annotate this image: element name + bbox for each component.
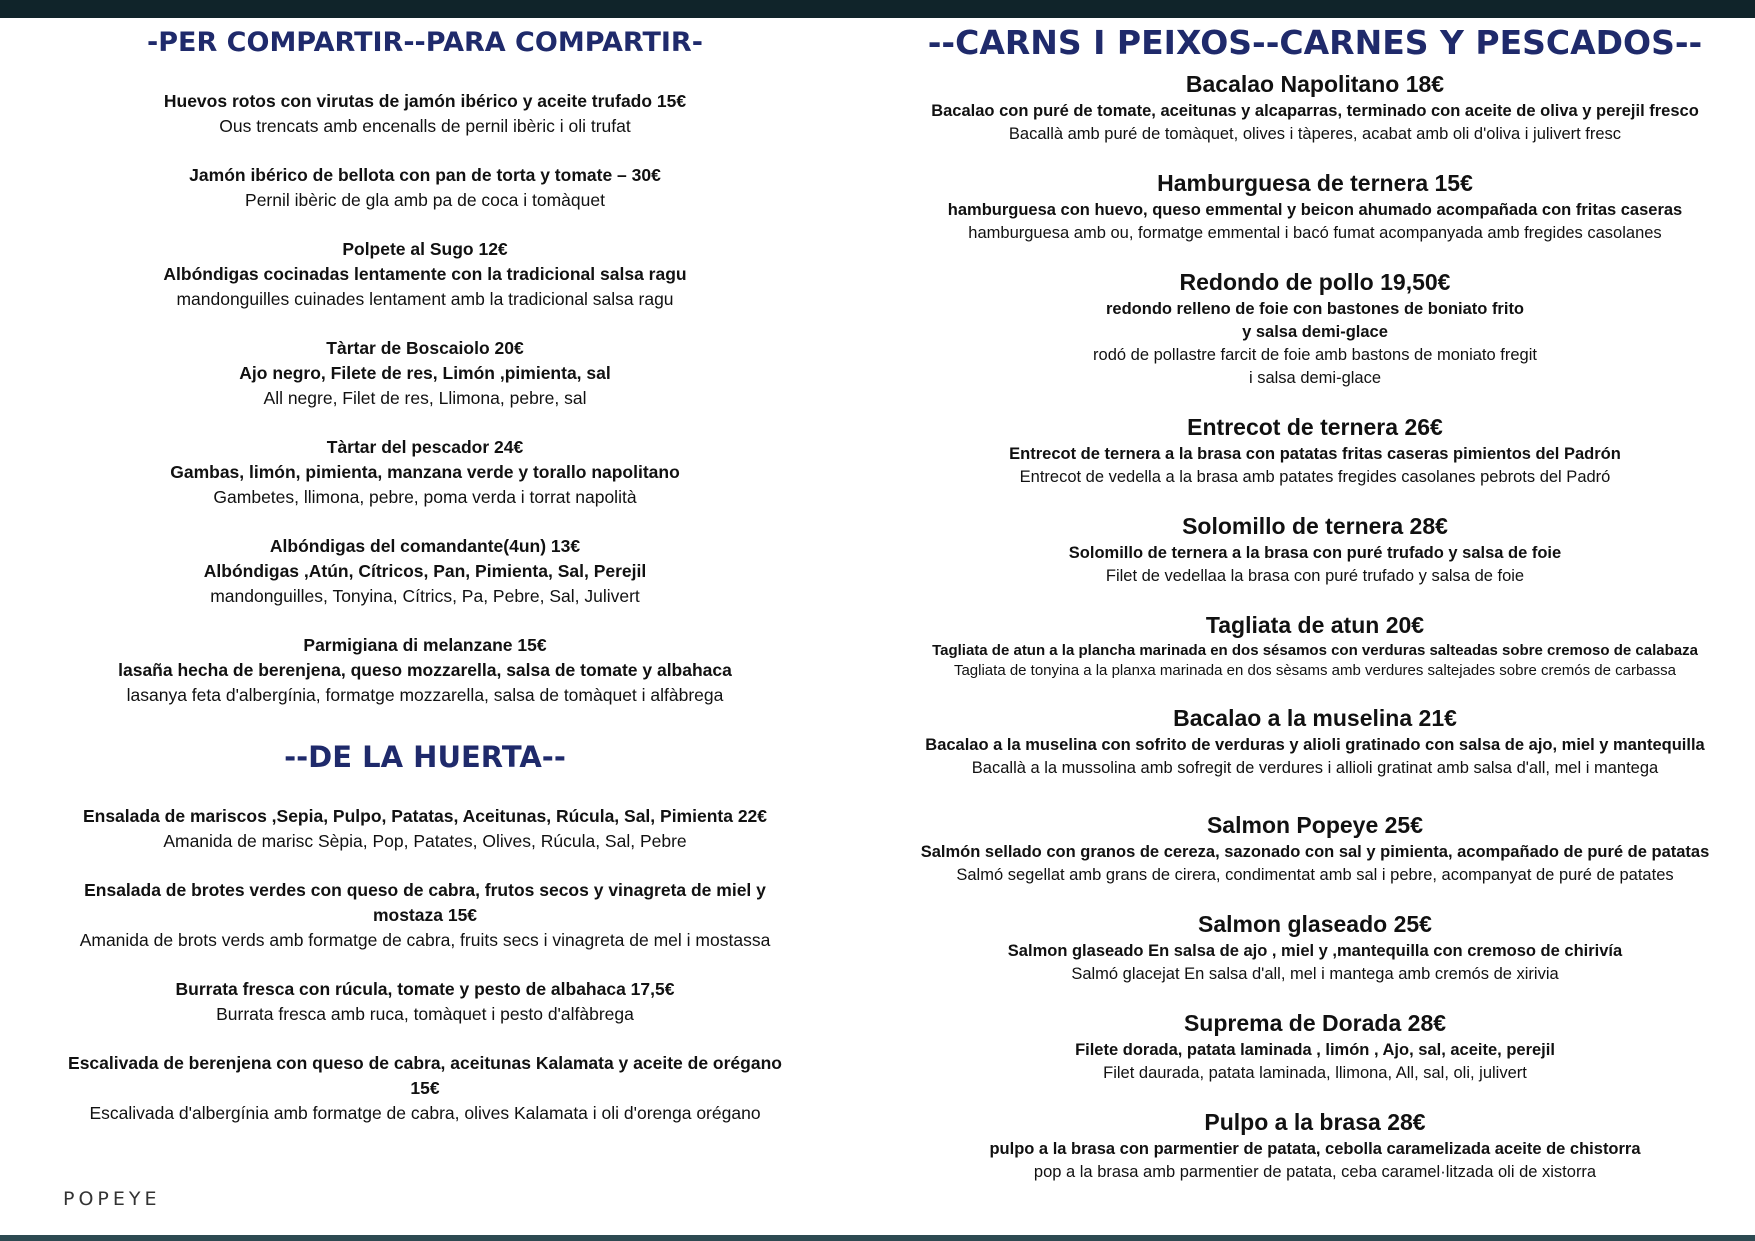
dish-description-continued: y salsa demi-glace <box>1242 323 1388 341</box>
menu-column-right <box>880 18 1750 1184</box>
dish-description: Entrecot de ternera a la brasa con patatas fritas caseras pimientos del Padrón <box>1009 445 1621 463</box>
dish-description: pulpo a la brasa con parmentier de patata, cebolla caramelizada aceite de chistorra <box>989 1140 1641 1158</box>
dish-translation: Filet de vedellaa la brasa con puré trufado y salsa de foie <box>1105 567 1525 585</box>
dish-description: Bacalao a la muselina con sofrito de verduras y alioli gratinado con salsa de ajo, miel y mantequilla <box>925 736 1705 754</box>
dish-translation: Amanida de marisc Sèpia, Pop, Patates, Olives, Rúcula, Sal, Pebre <box>163 831 687 851</box>
brand-logo <box>62 1187 162 1211</box>
dish-name: Bacalao Napolitano 18€ <box>1185 71 1445 97</box>
dish-translation: Salmó glacejat En salsa d'all, mel i mantega amb cremós de xirivia <box>1071 965 1559 983</box>
menu-item <box>14 163 836 213</box>
menu-item <box>14 1051 836 1126</box>
dish-translation: mandonguilles cuinades lentament amb la tradicional salsa ragu <box>176 289 674 309</box>
menu-item <box>880 1106 1750 1184</box>
dish-translation: Pernil ibèric de gla amb pa de coca i tomàquet <box>245 190 605 210</box>
dish-description: redondo relleno de foie con bastones de boniato frito <box>1105 300 1525 318</box>
dish-description: Filete dorada, patata laminada , limón , Ajo, sal, aceite, perejil <box>1075 1041 1555 1059</box>
menu-item <box>880 510 1750 588</box>
menu-item <box>14 336 836 411</box>
dish-name: Parmigiana di melanzane 15€ <box>303 635 547 655</box>
menu-item <box>14 804 836 854</box>
dish-translation: Bacallà amb puré de tomàquet, olives i tàperes, acabat amb oli d'oliva i julivert fresc <box>1008 125 1622 143</box>
menu-item <box>880 266 1750 390</box>
section-title-carnes: --CARNS I PEIXOS--CARNES Y PESCADOS-- <box>927 23 1703 62</box>
dish-description: hamburguesa con huevo, queso emmental y beicon ahumado acompañada con fritas caseras <box>947 201 1683 219</box>
menu-item <box>880 167 1750 245</box>
dish-translation: Gambetes, llimona, pebre, poma verda i torrat napolità <box>213 487 637 507</box>
dish-translation: lasanya feta d'albergínia, formatge mozzarella, salsa de tomàquet i alfàbrega <box>126 685 724 705</box>
dish-name: Solomillo de ternera 28€ <box>1182 513 1448 539</box>
top-border <box>0 0 1755 18</box>
menu-item <box>14 977 836 1027</box>
dish-name: Huevos rotos con virutas de jamón ibérico y aceite trufado 15€ <box>163 91 687 111</box>
menu-item <box>14 534 836 609</box>
menu-item <box>880 609 1750 681</box>
dish-description: lasaña hecha de berenjena, queso mozzarella, salsa de tomate y albahaca <box>118 660 732 680</box>
menu-item <box>880 68 1750 146</box>
dish-name-continued: 15€ <box>410 1078 440 1098</box>
logo-text: POPEYE <box>63 1188 161 1210</box>
dish-description: Ajo negro, Filete de res, Limón ,pimienta, sal <box>239 363 611 383</box>
dish-translation: mandonguilles, Tonyina, Cítrics, Pa, Pebre, Sal, Julivert <box>210 586 640 606</box>
dish-name: Polpete al Sugo 12€ <box>342 239 508 259</box>
menu-item <box>880 908 1750 986</box>
dish-description: Salmon glaseado En salsa de ajo , miel y ,mantequilla con cremoso de chirivía <box>1007 942 1623 960</box>
dish-name: Burrata fresca con rúcula, tomate y pesto de albahaca 17,5€ <box>175 979 675 999</box>
dish-translation: hamburguesa amb ou, formatge emmental i bacó fumat acompanyada amb fregides casolanes <box>968 224 1662 242</box>
menu-item <box>880 411 1750 489</box>
dish-name: Tàrtar del pescador 24€ <box>326 437 524 457</box>
menu-item <box>14 89 836 139</box>
dish-description: Albóndigas cocinadas lentamente con la tradicional salsa ragu <box>163 264 687 284</box>
dish-translation: Burrata fresca amb ruca, tomàquet i pesto d'alfàbrega <box>216 1004 634 1024</box>
dish-name: Bacalao a la muselina 21€ <box>1173 705 1457 731</box>
dish-translation: pop a la brasa amb parmentier de patata, ceba caramel·litzada oli de xistorra <box>1033 1163 1597 1181</box>
dish-name: Redondo de pollo 19,50€ <box>1179 269 1451 295</box>
dish-name: Ensalada de mariscos ,Sepia, Pulpo, Patatas, Aceitunas, Rúcula, Sal, Pimienta 22€ <box>82 806 768 826</box>
dish-translation: Ous trencats amb encenalls de pernil ibèric i oli trufat <box>219 116 631 136</box>
dish-description: Tagliata de atun a la plancha marinada en dos sésamos con verduras salteadas sobre cremoso de calabaza <box>932 642 1698 659</box>
menu-column-left <box>14 18 836 1126</box>
dish-translation: Salmó segellat amb grans de cirera, condimentat amb sal i pebre, acompanyat de puré de patates <box>956 866 1674 884</box>
menu-item <box>880 809 1750 887</box>
dish-name: Tagliata de atun 20€ <box>1205 612 1425 638</box>
dish-translation: Bacallà a la mussolina amb sofregit de verdures i allioli gratinat amb salsa d'all, mel i mantega <box>971 759 1659 777</box>
dish-translation: Escalivada d'albergínia amb formatge de cabra, olives Kalamata i oli d'orenga orégano <box>89 1103 761 1123</box>
dish-name: Jamón ibérico de bellota con pan de torta y tomate – 30€ <box>189 165 661 185</box>
dish-translation-continued: i salsa demi-glace <box>1248 369 1382 387</box>
dish-translation: Filet daurada, patata laminada, llimona, All, sal, oli, julivert <box>1103 1064 1527 1082</box>
dish-name: Escalivada de berenjena con queso de cabra, aceitunas Kalamata y aceite de orégano <box>68 1053 782 1073</box>
dish-name: Salmon glaseado 25€ <box>1198 911 1432 937</box>
section-title-huerta: --DE LA HUERTA-- <box>284 740 566 774</box>
menu-item <box>14 237 836 312</box>
dish-name: Hamburguesa de ternera 15€ <box>1157 170 1473 196</box>
dish-name: Entrecot de ternera 26€ <box>1187 414 1443 440</box>
menu-item <box>14 435 836 510</box>
menu-item <box>880 1007 1750 1085</box>
dish-description: Solomillo de ternera a la brasa con puré trufado y salsa de foie <box>1068 544 1562 562</box>
dish-name: Tàrtar de Boscaiolo 20€ <box>326 338 524 358</box>
dish-name: Pulpo a la brasa 28€ <box>1204 1109 1426 1135</box>
dish-description: Albóndigas ,Atún, Cítricos, Pan, Pimienta, Sal, Perejil <box>203 561 647 581</box>
menu-item <box>880 702 1750 780</box>
dish-name: Ensalada de brotes verdes con queso de cabra, frutos secos y vinagreta de miel y <box>84 880 766 900</box>
dish-translation: rodó de pollastre farcit de foie amb bastons de moniato fregit <box>1093 346 1537 364</box>
dish-translation: All negre, Filet de res, Llimona, pebre, sal <box>263 388 587 408</box>
dish-name: Suprema de Dorada 28€ <box>1183 1010 1447 1036</box>
section-title-compartir: -PER COMPARTIR--PARA COMPARTIR- <box>147 27 703 58</box>
dish-name: Albóndigas del comandante(4un) 13€ <box>269 536 581 556</box>
dish-description: Salmón sellado con granos de cereza, sazonado con sal y pimienta, acompañado de puré de patatas <box>920 843 1710 861</box>
dish-name: Salmon Popeye 25€ <box>1206 812 1424 838</box>
dish-translation: Amanida de brots verds amb formatge de cabra, fruits secs i vinagreta de mel i mostassa <box>79 930 771 950</box>
dish-description: Gambas, limón, pimienta, manzana verde y torallo napolitano <box>170 462 680 482</box>
bottom-border <box>0 1235 1755 1241</box>
dish-translation: Entrecot de vedella a la brasa amb patates fregides casolanes pebrots del Padró <box>1019 468 1611 486</box>
dish-translation: Tagliata de tonyina a la planxa marinada en dos sèsams amb verdures saltejades sobre cremós de carbassa <box>953 662 1677 679</box>
menu-item <box>14 878 836 953</box>
dish-name-continued: mostaza 15€ <box>372 905 478 925</box>
dish-description: Bacalao con puré de tomate, aceitunas y alcaparras, terminado con aceite de oliva y perejil fresco <box>931 102 1699 120</box>
menu-item <box>14 633 836 708</box>
